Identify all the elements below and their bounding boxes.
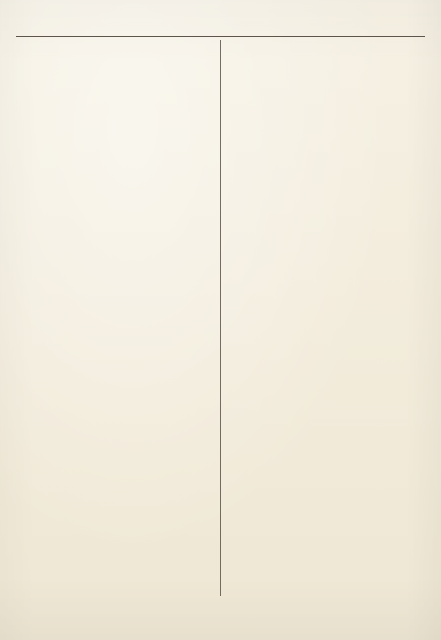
left-paragraph-2 [16, 200, 208, 290]
right-paragraph-1 [233, 40, 425, 130]
right-paragraph-2 [233, 140, 425, 290]
article-columns [16, 40, 425, 596]
column-divider [220, 40, 221, 596]
left-paragraph-4 [16, 460, 208, 500]
column-right [233, 40, 425, 596]
column-left [16, 40, 208, 596]
left-paragraph-1 [16, 40, 208, 190]
page-footer [16, 610, 425, 628]
right-paragraph-3 [233, 300, 425, 450]
left-paragraph-3 [16, 300, 208, 450]
page-header [16, 14, 425, 37]
right-paragraph-4 [233, 460, 425, 500]
